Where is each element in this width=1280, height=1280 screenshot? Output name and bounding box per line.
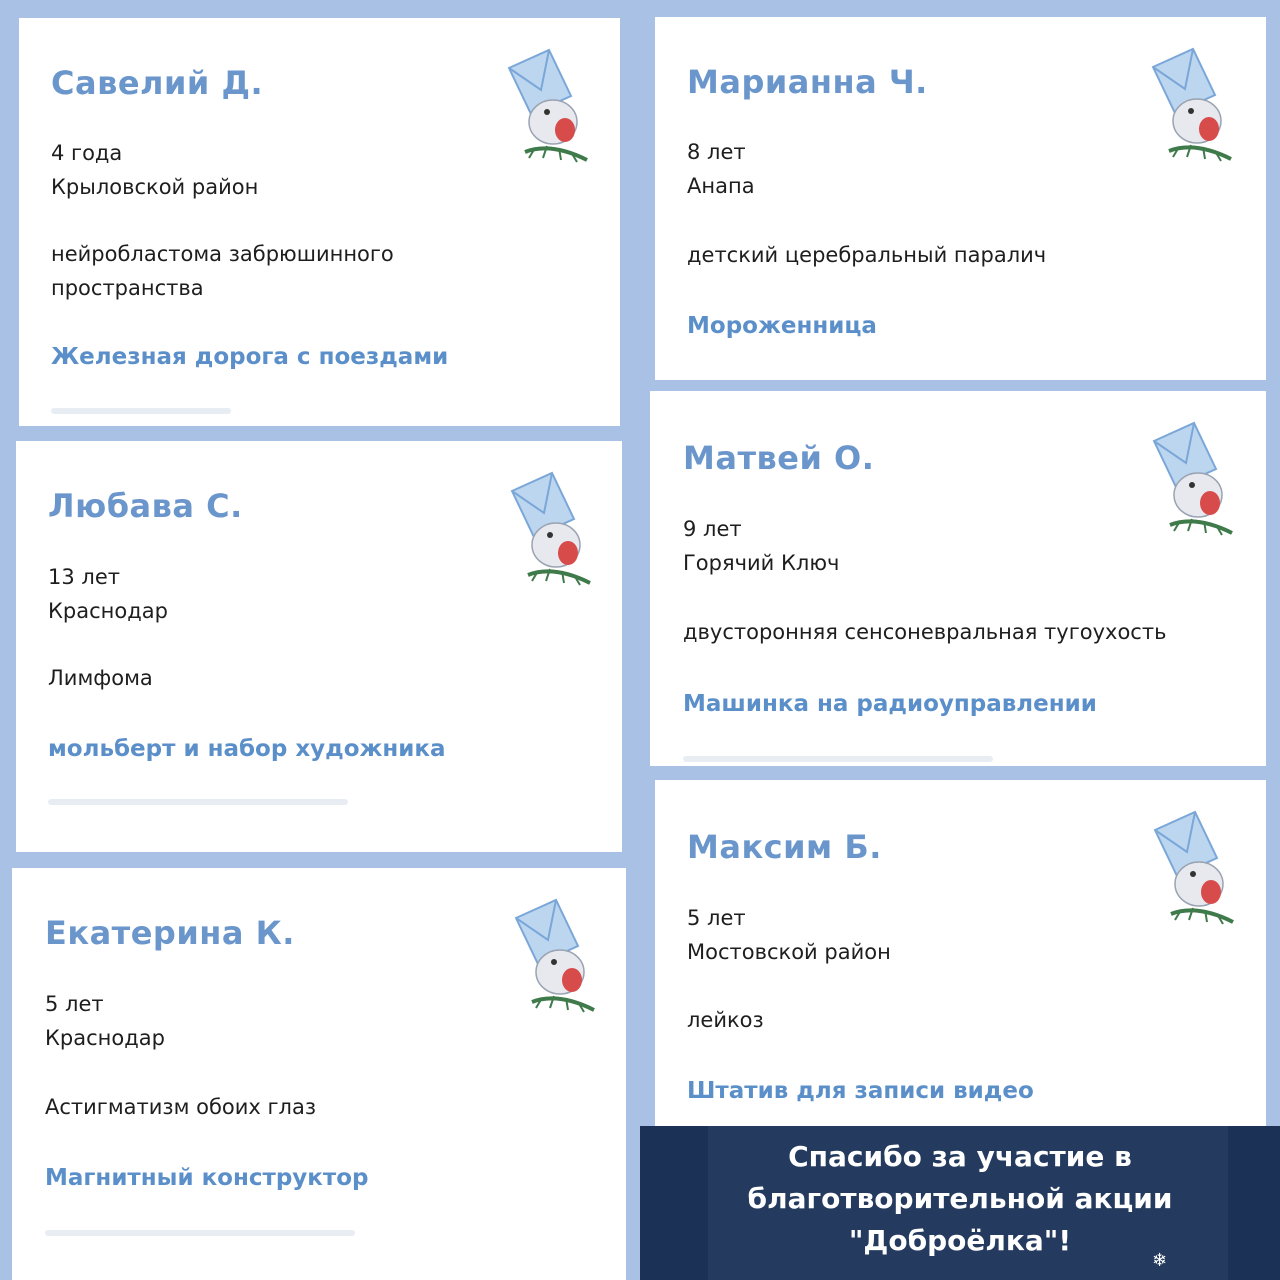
child-diagnosis: нейробластома забрюшинного	[51, 242, 394, 266]
child-card-marianna	[655, 17, 1266, 380]
child-place: Краснодар	[45, 1026, 165, 1050]
child-diagnosis-cont: пространства	[51, 276, 204, 300]
envelope-bird-icon	[501, 48, 591, 168]
child-card-savely	[19, 18, 620, 426]
child-gift: Штатив для записи видео	[687, 1078, 1034, 1104]
child-place: Крыловской район	[51, 175, 259, 199]
faded-text	[683, 756, 993, 762]
child-name: Максим Б.	[687, 828, 882, 866]
child-name: Савелий Д.	[51, 64, 264, 102]
child-name: Любава С.	[48, 487, 243, 525]
envelope-bird-icon	[504, 471, 594, 591]
faded-text	[45, 1230, 355, 1236]
faded-text	[48, 799, 348, 805]
child-name: Екатерина К.	[45, 914, 295, 952]
thank-you-banner	[640, 1126, 1280, 1280]
thanks-line-1: Спасибо за участие в	[788, 1140, 1132, 1173]
child-place: Краснодар	[48, 599, 168, 623]
child-gift: Магнитный конструктор	[45, 1165, 369, 1191]
faded-text	[51, 408, 231, 414]
child-gift: мольберт и набор художника	[48, 736, 446, 762]
envelope-bird-icon	[1146, 421, 1236, 541]
child-place: Анапа	[687, 174, 755, 198]
child-card-maxim	[655, 780, 1266, 1126]
child-age: 8 лет	[687, 140, 746, 164]
child-diagnosis: детский церебральный паралич	[687, 243, 1047, 267]
thanks-line-2: благотворительной акции	[747, 1182, 1173, 1215]
thanks-line-3: "Доброёлка"!	[848, 1224, 1072, 1257]
child-diagnosis: двусторонняя сенсоневральная тугоухость	[683, 620, 1167, 644]
child-gift: Мороженница	[687, 313, 877, 339]
child-age: 5 лет	[687, 906, 746, 930]
child-diagnosis: Лимфома	[48, 666, 153, 690]
child-name: Марианна Ч.	[687, 63, 928, 101]
child-place: Мостовской район	[687, 940, 891, 964]
child-age: 5 лет	[45, 992, 104, 1016]
envelope-bird-icon	[1147, 810, 1237, 930]
child-diagnosis: лейкоз	[687, 1008, 764, 1032]
child-card-matvey	[650, 391, 1266, 766]
child-diagnosis: Астигматизм обоих глаз	[45, 1095, 316, 1119]
child-name: Матвей О.	[683, 439, 875, 477]
child-place: Горячий Ключ	[683, 551, 840, 575]
envelope-bird-icon	[1145, 47, 1235, 167]
child-card-ekaterina	[12, 868, 626, 1280]
child-age: 9 лет	[683, 517, 742, 541]
envelope-bird-icon	[508, 898, 598, 1018]
child-card-lyubava	[16, 441, 622, 852]
child-age: 4 года	[51, 141, 123, 165]
child-gift: Машинка на радиоуправлении	[683, 691, 1097, 717]
child-gift: Железная дорога с поездами	[51, 344, 449, 370]
snowflake-icon: ❄	[1152, 1250, 1168, 1271]
child-age: 13 лет	[48, 565, 120, 589]
